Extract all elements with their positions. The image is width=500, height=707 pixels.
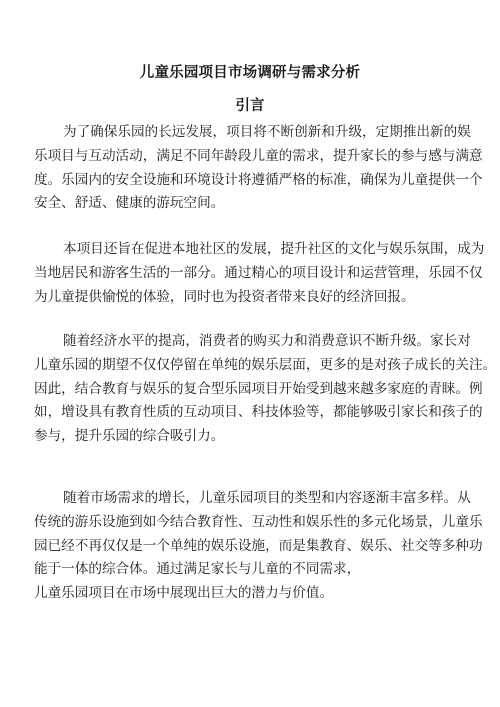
paragraph-line: 为儿童提供愉悦的体验，同时也为投资者带来良好的经济回报。 [34, 288, 415, 305]
paragraph-line: 儿童乐园的期望不仅仅停留在单纯的娱乐层面，更多的是对孩子成长的关注。 [34, 356, 497, 373]
paragraph-line: 度。乐园内的安全设施和环境设计将遵循严格的标准，确保为儿童提供一个 [34, 171, 483, 188]
paragraph-2 [34, 238, 485, 309]
paragraph-line: 随着经济水平的提高，消费者的购买力和消费意识不断升级。家长对 [63, 333, 471, 349]
paragraph-1 [34, 121, 483, 216]
paragraph-line: 参与，提升乐园的综合吸引力。 [34, 428, 225, 445]
paragraph-line: 儿童乐园项目在市场中展现出巨大的潜力与价值。 [34, 585, 334, 602]
paragraph-line: 当地居民和游客生活的一部分。通过精心的项目设计和运营管理，乐园不仅 [34, 264, 483, 281]
paragraph-line: 乐项目与互动活动，满足不同年龄段儿童的需求，提升家长的参与感与满意 [34, 147, 483, 164]
section-heading: 引言 [235, 97, 265, 114]
paragraph-line: 为了确保乐园的长远发展，项目将不断创新和升级，定期推出新的娱 [63, 124, 471, 140]
paragraph-line: 园已经不再仅仅是一个单纯的娱乐设施，而是集教育、娱乐、社交等多种功 [34, 537, 483, 554]
paragraph-line: 本项目还旨在促进本地社区的发展，提升社区的文化与娱乐氛围，成为 [63, 241, 485, 257]
paragraph-line: 因此，结合教育与娱乐的复合型乐园项目开始受到越来越多家庭的青睐。例 [34, 380, 483, 397]
document-title: 儿童乐园项目市场调研与需求分析 [139, 64, 361, 81]
paragraph-line: 如，增设具有教育性质的互动项目、科技体验等，都能够吸引家长和孩子的 [34, 404, 483, 421]
paragraph-line: 随着市场需求的增长，儿童乐园项目的类型和内容逐渐丰富多样。从 [63, 490, 471, 506]
paragraph-4 [34, 487, 483, 606]
paragraph-3 [34, 330, 497, 449]
paragraph-line: 安全、舒适、健康的游玩空间。 [34, 195, 225, 212]
paragraph-line: 能于一体的综合体。通过满足家长与儿童的不同需求， [34, 561, 361, 578]
paragraph-line: 传统的游乐设施到如今结合教育性、互动性和娱乐性的多元化场景，儿童乐 [34, 513, 483, 530]
